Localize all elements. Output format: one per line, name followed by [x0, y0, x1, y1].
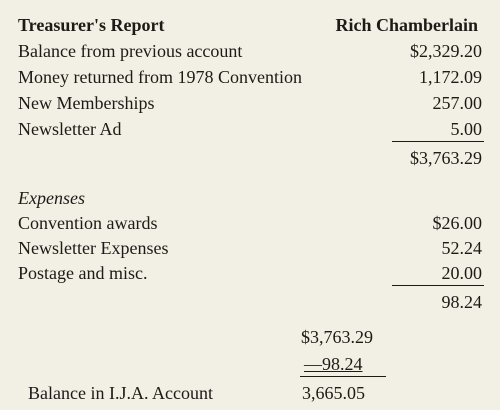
income-amount-3: 5.00 [450, 119, 482, 139]
report-author: Rich Chamberlain [335, 15, 478, 35]
expense-label-1: Newsletter Expenses [18, 238, 169, 258]
income-amount-0: $2,329.20 [410, 41, 482, 61]
expense-amount-1: 52.24 [441, 238, 482, 258]
income-label-1: Money returned from 1978 Convention [18, 67, 302, 87]
income-amount-2: 257.00 [432, 93, 482, 113]
calc-start: $3,763.29 [301, 327, 373, 347]
income-total: $3,763.29 [410, 148, 482, 168]
income-label-0: Balance from previous account [18, 41, 243, 61]
expense-amount-0: $26.00 [432, 213, 482, 233]
income-amount-1: 1,172.09 [419, 67, 482, 87]
expenses-total: 98.24 [441, 292, 482, 312]
expenses-heading: Expenses [18, 188, 85, 208]
expense-amount-2: 20.00 [441, 263, 482, 283]
income-label-2: New Memberships [18, 93, 155, 113]
expense-label-0: Convention awards [18, 213, 158, 233]
balance-label: Balance in I.J.A. Account [28, 383, 213, 403]
calc-minus: —98.24 [304, 354, 363, 374]
income-total-rule [392, 141, 484, 142]
balance-amount: 3,665.05 [302, 383, 365, 403]
calc-rule [300, 376, 386, 377]
expense-label-2: Postage and misc. [18, 263, 148, 283]
expenses-total-rule [392, 285, 484, 286]
income-label-3: Newsletter Ad [18, 119, 122, 139]
report-title: Treasurer's Report [18, 15, 165, 35]
